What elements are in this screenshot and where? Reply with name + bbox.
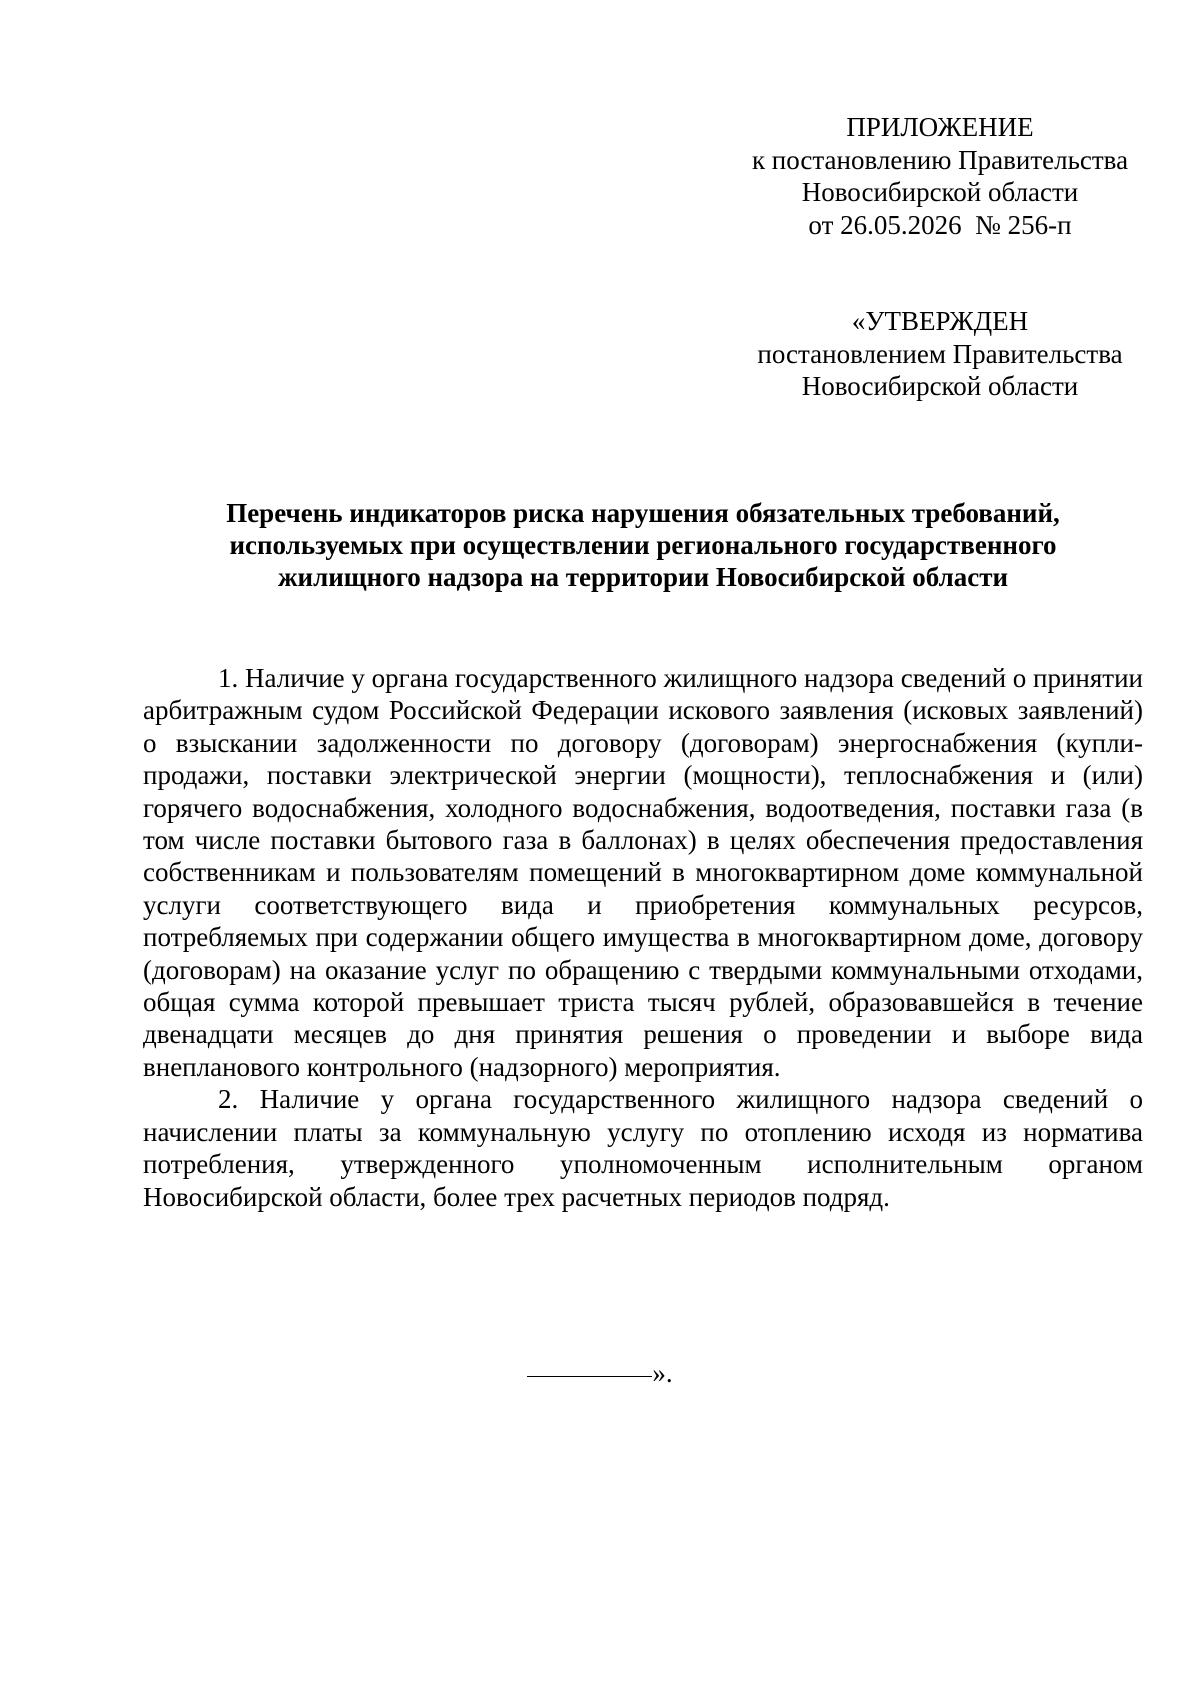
title-line-3: жилищного надзора на территории Новосибирской области bbox=[277, 562, 1009, 592]
appendix-heading: ПРИЛОЖЕНИЕ bbox=[846, 112, 1034, 142]
signature-underline bbox=[527, 1350, 652, 1377]
closing-line bbox=[0, 1355, 1200, 1389]
document-title bbox=[143, 497, 1143, 593]
approval-stamp-text bbox=[705, 305, 1175, 403]
title-line-1: Перечень индикаторов риска нарушения обязательных требований, bbox=[226, 498, 1060, 528]
approval-line-2: Новосибирской области bbox=[801, 371, 1079, 401]
closing-quote: ». bbox=[652, 1358, 673, 1388]
title-line-2: используемых при осуществлении регионального государственного bbox=[229, 530, 1057, 560]
indicator-item-1: 1. Наличие у органа государственного жилищного надзора сведений о принятии арбитражным судом Российской Федерации искового заявления (исковых заявлений) о взыскании задолженности по договору (договорам) энергоснабжения (купли-продажи, поставки электрической энергии (мощности), теплоснабжения и (или) горячего водоснабжения, холодного водоснабжения, водоотведения, поставки газа (в том числе поставки бытового газа в баллонах) в целях обеспечения предоставления собственникам и пользователям помещений в многоквартирном доме коммунальной услуги соответствующего вида и приобретения коммунальных ресурсов, потребляемых при содержании общего имущества в многоквартирном доме, договору (договорам) на оказание услуг по обращению с твердыми коммунальными отходами, общая сумма которой превышает триста тысяч рублей, образовавшейся в течение двенадцати месяцев до дня принятия решения о проведении и выборе вида внепланового контрольного (надзорного) мероприятия. bbox=[143, 663, 1143, 1082]
approval-heading: «УТВЕРЖДЕН bbox=[851, 306, 1029, 336]
appendix-header bbox=[705, 111, 1175, 241]
appendix-line-1: к постановлению Правительства bbox=[751, 144, 1129, 175]
approval-line-1: постановлением Правительства bbox=[757, 338, 1123, 369]
indicator-item-2: 2. Наличие у органа государственного жилищного надзора сведений о начислении платы за коммунальную услугу по отоплению исходя из норматива потребления, утвержденного уполномоченным исполнительным органом Новосибирской области, более трех расчетных периодов подряд. bbox=[143, 1084, 1143, 1212]
appendix-line-2: Новосибирской области bbox=[801, 177, 1079, 207]
appendix-date-number: от 26.05.2026 № 256-п bbox=[808, 209, 1072, 240]
indicator-list bbox=[143, 662, 1143, 1213]
